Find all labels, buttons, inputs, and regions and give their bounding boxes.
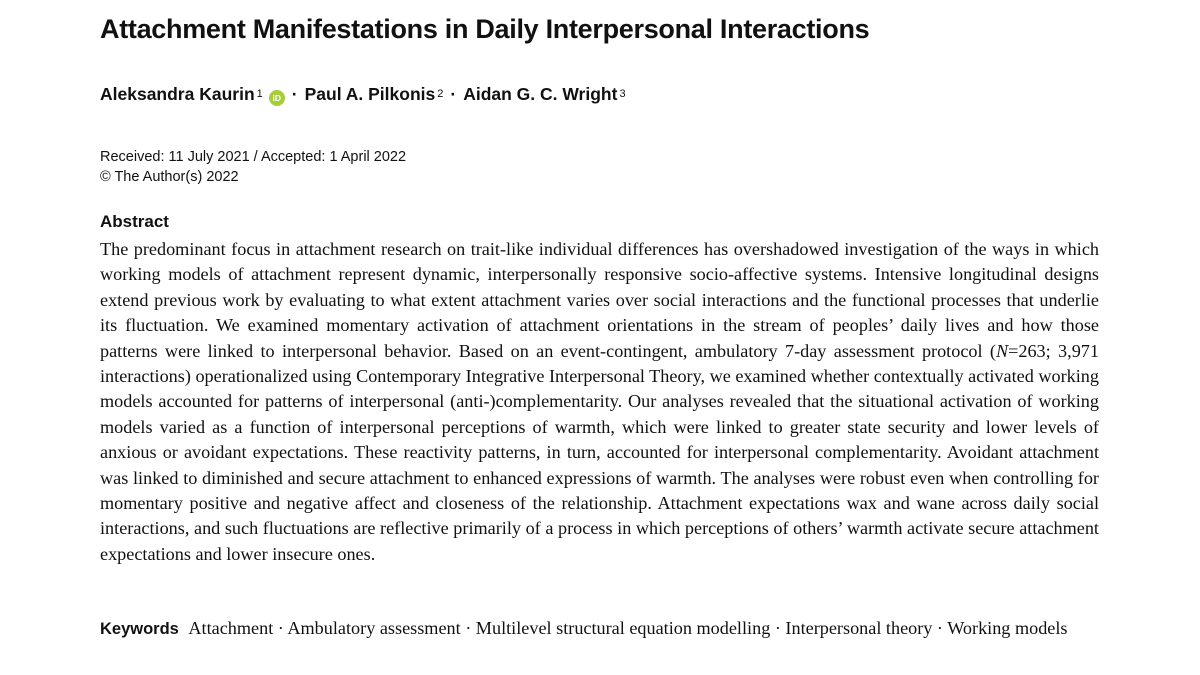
abstract-body — [100, 237, 1099, 567]
sample-size-symbol: N — [995, 340, 1009, 361]
author-affiliation: 2 — [437, 88, 444, 100]
received-accepted-dates: Received: 11 July 2021 / Accepted: 1 April 2022 — [100, 149, 407, 165]
author-name: Aleksandra Kaurin — [100, 84, 255, 104]
publication-dates — [100, 147, 406, 187]
keywords-label: Keywords — [100, 620, 179, 638]
author-separator: · — [450, 84, 457, 104]
keywords-section — [100, 616, 1099, 642]
author-separator: · — [291, 84, 298, 104]
abstract-text: =263; 3,971 interactions) operationalized using Contemporary Integrative Interpersonal Theory, we examined whether contextually activated working models accounted for patterns of interpersonal (anti-)complementarity. Our analyses revealed that the situational activation of working models varied as a function of interpersonal perceptions of warmth, which were linked to greater state security and lower levels of anxious or avoidant expectations. These reactivity patterns, in turn, accounted for interpersonal complementarity. Avoidant attachment was linked to diminished and secure attachment to enhanced expressions of warmth. The analyses were robust even when controlling for momentary positive and negative affect and closeness of the relationship. Attachment expectations wax and wane across daily social interactions, and such fluctuations are reflective primarily of a process in which perceptions of others’ warmth activate secure attachment expectations and lower insecure ones. — [100, 340, 1099, 564]
author-name: Paul A. Pilkonis — [304, 84, 436, 104]
author-name: Aidan G. C. Wright — [463, 84, 618, 104]
copyright-notice: © The Author(s) 2022 — [100, 169, 239, 185]
author-list — [100, 84, 626, 105]
author-affiliation: 3 — [619, 88, 626, 100]
abstract-heading: Abstract — [100, 212, 169, 231]
keywords-list: Attachment · Ambulatory assessment · Multilevel structural equation modelling · Interpersonal theory · Working models — [188, 618, 1068, 638]
abstract-text: The predominant focus in attachment research on trait-like individual differences has overshadowed investigation of the ways in which working models of attachment represent dynamic, interpersonally responsive socio-affective systems. Intensive longitudinal designs extend previous work by evaluating to what extent attachment varies over social interactions and the functional processes that underlie its fluctuation. We examined momentary activation of attachment orientations in the stream of peoples’ daily lives and how those patterns were linked to interpersonal behavior. Based on an event-contingent, ambulatory 7-day assessment protocol ( — [100, 239, 1099, 361]
paper-title: Attachment Manifestations in Daily Interpersonal Interactions — [100, 14, 870, 44]
orcid-icon[interactable]: iD — [269, 90, 285, 106]
author-affiliation: 1 — [256, 88, 263, 100]
